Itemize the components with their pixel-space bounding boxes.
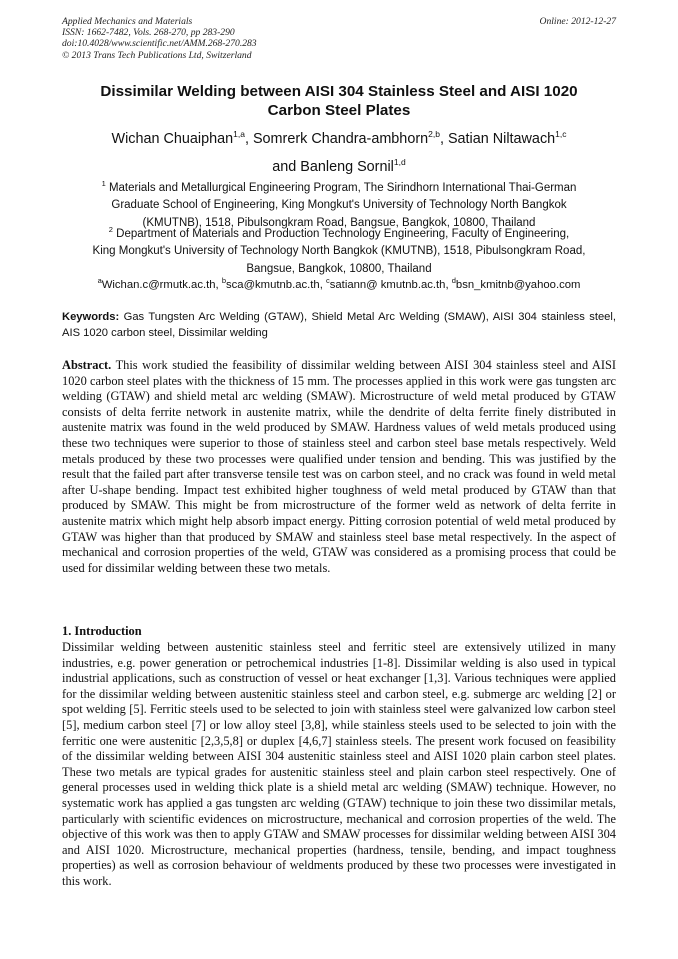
- author-name: Somrerk Chandra-ambhorn: [252, 130, 429, 147]
- author-affiliation-mark: 1,d: [393, 156, 406, 167]
- affiliation-2: [60, 221, 618, 278]
- email-mark: c: [326, 276, 330, 285]
- affiliation-line: Graduate School of Engineering, King Mongkut's University of Technology North Bangkok: [111, 199, 567, 212]
- author-line-1: [60, 123, 618, 151]
- affiliation-mark: 2: [108, 225, 113, 234]
- author-affiliation-mark: 1,c: [555, 129, 567, 139]
- abstract-text: This work studied the feasibility of dissimilar welding between AISI 304 stainless steel and AISI 1020 carbon steel plates with the thickness of 15 mm. The processes applied in this work were gas tungsten arc welding (GTAW) and shield metal arc welding (SMAW). Microstructure of weld metal produced by GTAW consists of delta ferrite network in austenite matrix, while the dendrite of delta ferrite finely distributed in austenite matrix was found in the weld produced by SMAW. Hardness values of weld metals produced using these two techniques were superior to those of stainless steel and carbon steel base metals respectively. Weld metals produced by these two processes were qualified under tension and bending. This was justified by the result that the failed part after transverse tensile test was on carbon steel, and no crack was found in weld metal after U-shape bending. Impact test exhibited higher toughness of weld metal produced by GTAW than that produced by SMAW. This might be from microstructure of the former weld as network of delta ferrite in austenite matrix which might help absorb impact energy. Pitting corrosion potential of weld metal produced by GTAW was higher than that produced by SMAW and stainless steel base metal respectively. In the aspect of mechanical and corrosion properties of the weld, GTAW was considered as a promising process that could be used for dissimilar welding between these two metals.: [62, 358, 616, 575]
- affiliation-line: Bangsue, Bangkok, 10800, Thailand: [246, 262, 432, 275]
- keywords-label: Keywords:: [62, 311, 120, 323]
- affiliation-line: King Mongkut's University of Technology North Bangkok (KMUTNB), 1518, Pibulsongkram Road,: [92, 245, 586, 258]
- email-mark: d: [451, 276, 456, 285]
- email-address: Wichan.c@rmutk.ac.th,: [101, 278, 222, 291]
- author-separator: ,: [439, 130, 448, 147]
- affiliation-line: [60, 221, 618, 243]
- email-list: [60, 273, 618, 293]
- keywords-text: Gas Tungsten Arc Welding (GTAW), Shield Metal Arc Welding (SMAW), AISI 304 stainless steel, AIS 1020 carbon steel, Dissimilar welding: [62, 311, 616, 339]
- author-name: Wichan Chuaiphan: [111, 130, 234, 147]
- issn-line: ISSN: 1662-7482, Vols. 268-270, pp 283-290: [62, 27, 235, 39]
- email-address: sca@kmutnb.ac.th,: [225, 278, 326, 291]
- affiliation-text: Materials and Metallurgical Engineering Program, The Sirindhorn International Thai-German: [108, 181, 577, 194]
- email-address: bsn_kmitnb@yahoo.com: [455, 278, 581, 291]
- author-name: Satian Niltawach: [447, 130, 556, 147]
- email-address: satiann@ kmutnb.ac.th,: [329, 278, 452, 291]
- email-mark: b: [221, 276, 226, 285]
- journal-header: [62, 16, 616, 61]
- title-line-2: Carbon Steel Plates: [267, 102, 411, 119]
- title-line-1: Dissimilar Welding between AISI 304 Stainless Steel and AISI 1020: [100, 83, 578, 100]
- author-separator: ,: [244, 130, 253, 147]
- author-name: and Banleng Sornil: [272, 158, 394, 175]
- affiliation-text: Department of Materials and Production Technology Engineering, Faculty of Engineering,: [116, 227, 570, 240]
- introduction-paragraph: Dissimilar welding between austenitic stainless steel and ferritic steel are extensively utilized in many industries, e.g. power generation or petrochemical industries [1-8]. Dissimilar welding is also used in typical industrial applications, such as construction of vessel or heat exchanger [1,3]. Various techniques were applied for the dissimilar welding between austenitic stainless steel and carbon steel, e.g. submerge arc welding [2] or spot welding [5]. Ferritic steels used to be selected to join with stainless steel were galvanized low carbon steel [5], medium carbon steel [7] or low alloy steel [3,8], while stainless steels used to be selected to join with the ferritic one were austenitic [2,3,5,8] or duplex [4,6,7] stainless steels. The present work focused on feasibility of the dissimilar welding between AISI 304 austenitic stainless steel and AISI 1020 plain carbon steel plates. These two metals are typical grades for austenitic stainless steel and plain carbon steel respectively. One of general processes used in welding thick plate is a shield metal arc welding (SMAW) technique. However, no systematic work has applied a gas tungsten arc welding (GTAW) technique to join these two dissimilar metals, particularly with scientific evidences on microstructure, mechanical and corrosion properties of the weld. The objective of this work was then to apply GTAW and SMAW processes for dissimilar welding between AISI 304 and AISI 1020. Microstructure, mechanical properties (hardness, tensile, bending, and impact toughness properties) as well as corrosion behaviour of weldments produced by these two processes were investigated in this work.: [62, 640, 616, 888]
- doi-line: doi:10.4028/www.scientific.net/AMM.268-270.283: [62, 38, 257, 50]
- author-affiliation-mark: 2,b: [428, 129, 440, 139]
- online-date: Online: 2012-12-27: [539, 16, 616, 27]
- author-list: [60, 123, 618, 179]
- keywords-block: [62, 309, 616, 341]
- abstract-label: Abstract.: [62, 358, 112, 372]
- affiliation-mark: 1: [101, 179, 106, 188]
- abstract-block: [62, 358, 616, 576]
- journal-name: Applied Mechanics and Materials: [62, 16, 193, 27]
- section-heading-introduction: 1. Introduction: [62, 624, 142, 638]
- copyright-line: © 2013 Trans Tech Publications Ltd, Switzerland: [62, 49, 252, 61]
- author-affiliation-mark: 1,a: [233, 129, 245, 139]
- affiliation-line: [60, 175, 618, 197]
- email-mark: a: [97, 276, 102, 285]
- affiliation-line: (KMUTNB), 1518, Pibulsongkram Road, Bangsue, Bangkok, 10800, Thailand: [142, 216, 536, 229]
- paper-title: [70, 82, 608, 120]
